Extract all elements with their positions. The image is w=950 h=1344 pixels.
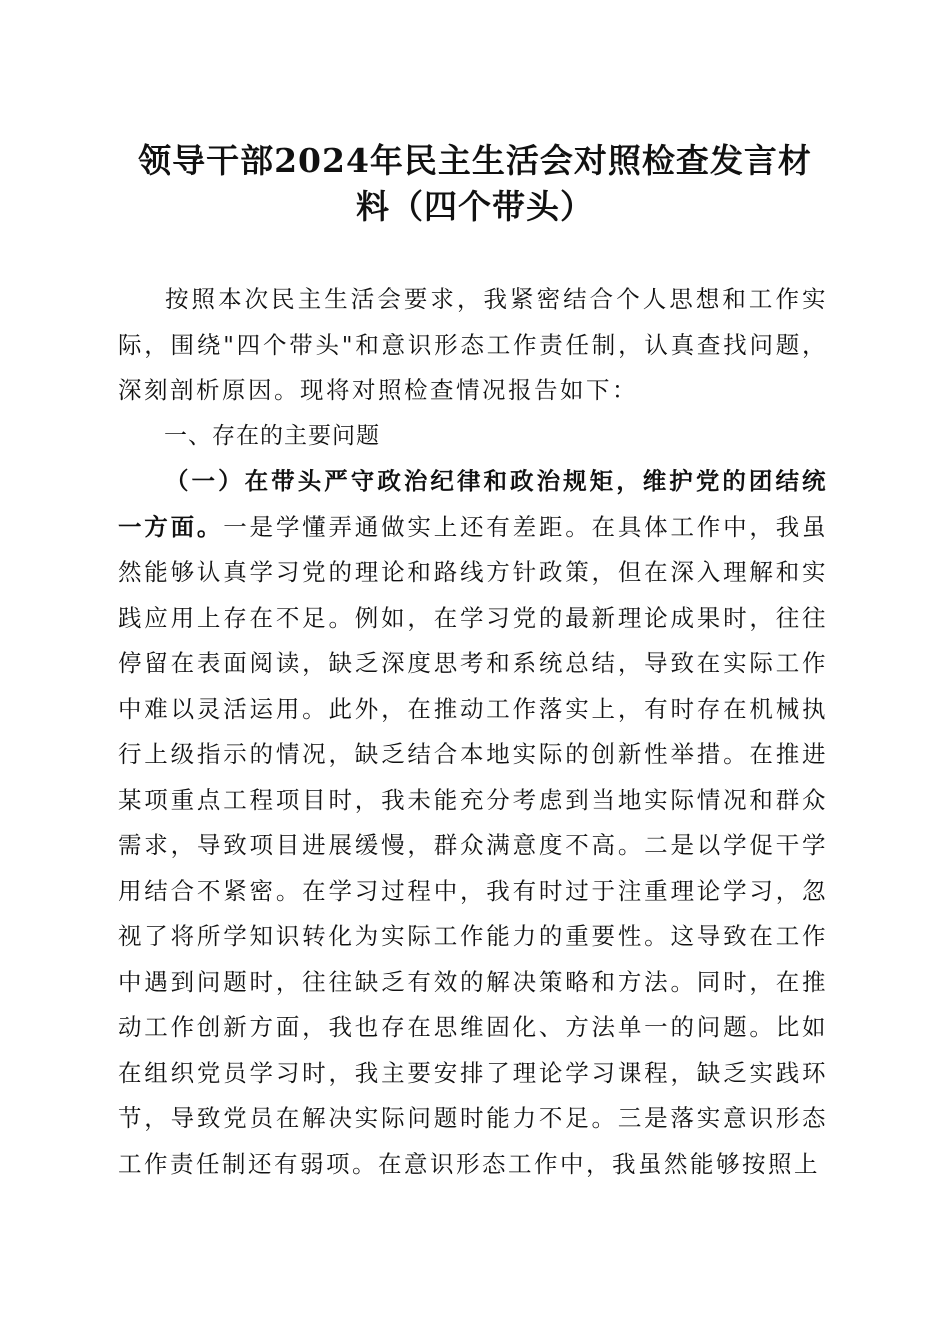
section-heading: 一、存在的主要问题 <box>164 422 380 449</box>
subsection-heading: （一）在带头严守政治纪律和政治规矩，维护党的团结统一方面。 <box>118 467 828 541</box>
subsection-body: 一是学懂弄通做实上还有差距。在具体工作中，我虽然能够认真学习党的理论和路线方针政策，但在深入理解和实践应用上存在不足。例如，在学习党的最新理论成果时，往往停留在表面阅读，缺乏深度思考和系统总结，导致在实际工作中难以灵活运用。此外，在推动工作落实上，有时存在机械执行上级指示的情况，缺乏结合本地实际的创新性举措。在推进某项重点工程项目时，我未能充分考虑到当地实际情况和群众需求，导致项目进展缓慢，群众满意度不高。二是以学促干学用结合不紧密。在学习过程中，我有时过于注重理论学习，忽视了将所学知识转化为实际工作能力的重要性。这导致在工作中遇到问题时，往往缺乏有效的解决策略和方法。同时，在推动工作创新方面，我也存在思维固化、方法单一的问题。比如在组织党员学习时，我主要安排了理论学习课程，缺乏实践环节，导致党员在解决实际问题时能力不足。三是落实意识形态工作责任制还有弱项。在意识形态工作中，我虽然能够按照上 <box>118 512 829 1178</box>
subsection-paragraph <box>118 459 828 1187</box>
document-body <box>118 277 828 1187</box>
document-title <box>100 138 850 230</box>
intro-paragraph: 按照本次民主生活会要求，我紧密结合个人思想和工作实际，围绕"四个带头"和意识形态工作责任制，认真查找问题，深刻剖析原因。现将对照检查情况报告如下： <box>118 285 828 404</box>
title-line-1: 领导干部2024年民主生活会对照检查发言材 <box>138 141 812 180</box>
title-line-2: 料（四个带头） <box>356 187 594 226</box>
